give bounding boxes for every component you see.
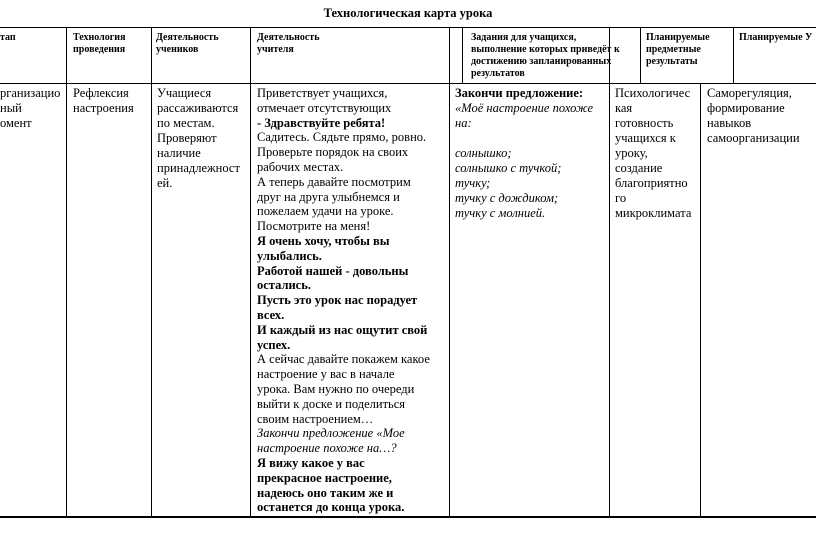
column-divider [66,27,67,517]
header-teacher: Деятельность учителя [257,32,320,55]
task-option: тучку с молнией. [455,206,546,220]
tasks-cell: Закончи предложение: «Моё настроение похоже на: солнышко; солнышко с тучкой; тучку; тучку с дождиком; тучку с молнией. [455,86,594,220]
task-option: тучку; [455,176,491,190]
teacher-line: останется до конца урока. [257,500,405,515]
column-divider [609,27,610,517]
teacher-line: Пусть это урок нас порадует [257,293,418,308]
teacher-line: Посмотрите на меня! [257,219,371,234]
header-planned: Планируемые У [739,32,813,43]
header-bottom-border [0,83,816,84]
teacher-line: Проверьте порядок на своих [257,145,409,160]
stage-cell: рганизацио ный омент [0,86,61,130]
teacher-line: настроение у вас в начале [257,367,395,382]
planned-results-cell: Саморегуляция, формирование навыков самоорганизации [707,86,800,145]
teacher-line: Работой нашей - довольны [257,263,409,278]
teacher-line: своим настроением… [257,411,374,426]
teacher-line: друг на друга улыбнемся и [257,189,400,204]
teacher-line: надеюсь оно таким же и [257,485,394,500]
task-option: солнышко с тучкой; [455,161,562,175]
teacher-line: А теперь давайте посмотрим [257,174,411,189]
teacher-line: пожелаем удачи на уроке. [257,204,394,219]
column-divider [449,27,450,517]
column-divider [462,27,463,83]
header-tasks: Задания для учащихся, выполнение которых приведёт к достижению запланированных результатов [471,32,620,79]
students-cell: Учащиеся рассаживаются по местам. Проверяют наличие принадлежност ей. [157,86,240,190]
header-stage: тап [0,32,16,43]
header-subject-results: Планируемые предметные результаты [646,32,710,67]
tasks-heading: Закончи предложение: [455,86,584,100]
teacher-line: Я очень хочу, чтобы вы [257,233,390,248]
teacher-line: И каждый из нас ощутит свой [257,322,428,337]
column-divider [250,27,251,517]
teacher-line: прекрасное настроение, [257,470,392,485]
column-divider [640,27,641,83]
task-option: тучку с дождиком; [455,191,559,205]
teacher-line: Приветствует учащихся, [257,86,388,100]
teacher-line: настроение похоже на…? [257,441,397,456]
teacher-line: остались. [257,278,311,293]
teacher-line: Я вижу какое у вас [257,455,365,470]
teacher-line: выйти к доске и поделиться [257,396,406,411]
page-title: Технологическая карта урока [323,6,493,20]
teacher-line: успех. [257,337,291,352]
column-divider [151,27,152,517]
technology-cell: Рефлексия настроения [73,86,134,115]
header-students: Деятельность учеников [156,32,219,55]
teacher-line: А сейчас давайте покажем какое [257,352,430,367]
header-technology: Технология проведения [73,32,126,55]
table-top-border [0,27,816,28]
teacher-line: отмечает отсутствующих [257,100,392,115]
column-divider [700,83,701,517]
teacher-cell [257,86,430,515]
subject-results-cell: Психологичес кая готовность учащихся к уроку, создание благоприятно го микроклимата [615,86,692,220]
column-divider [733,27,734,83]
teacher-line: улыбались. [257,248,322,263]
teacher-line: всех. [257,307,285,322]
table-bottom-border [0,516,816,518]
teacher-line: урока. Вам нужно по очереди [257,381,415,396]
teacher-line: Закончи предложение «Мое [257,426,405,441]
teacher-line: Садитесь. Сядьте прямо, ровно. [257,130,427,145]
task-option: солнышко; [455,146,512,160]
teacher-line: - Здравствуйте ребята! [257,115,386,130]
teacher-line: рабочих местах. [257,159,344,174]
